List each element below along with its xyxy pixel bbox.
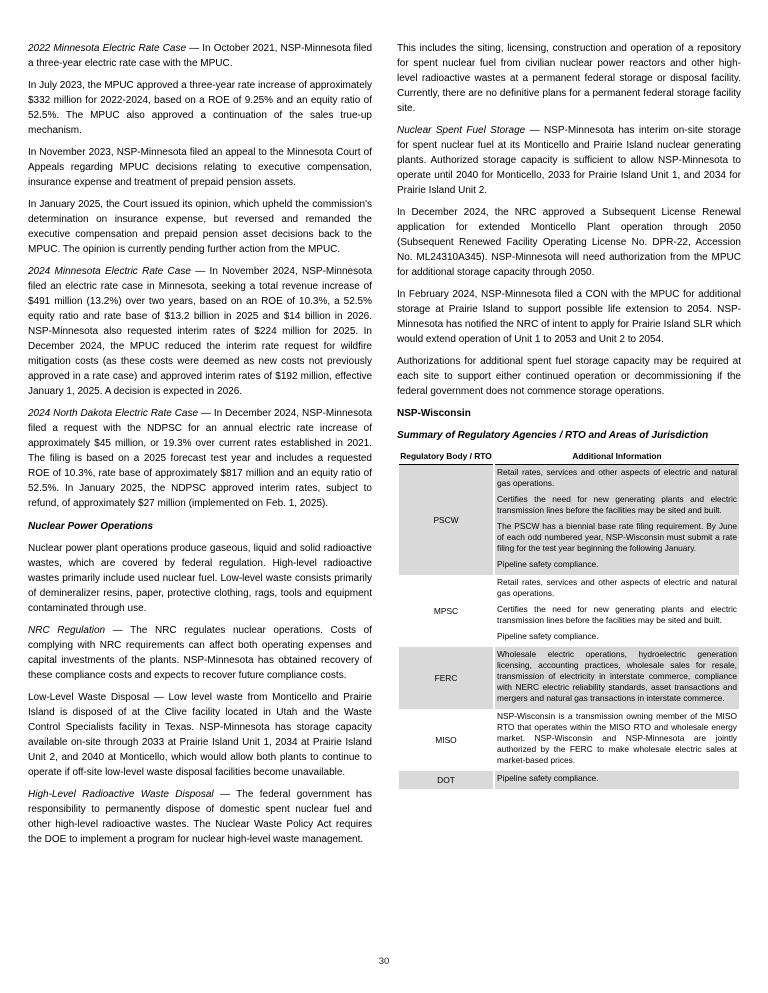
run-in-heading: 2022 Minnesota Electric Rate Case <box>28 43 187 54</box>
paragraph-text: — In December 2024, NSP-Minnesota filed a request with the NDPSC for an annual electric rate increase of approximately $45 million, or 19.3% over current rates established in 2021. The filing is based on a 2025 forecast test year and includes a requested ROE of 10.3%, rate base of approximately $817 million and an equity ratio of 52.5%. In January 2025, the NDPSC approved interim rates, subject to refund, of approximately $27 million (implemented on Feb. 1, 2025). <box>28 408 372 509</box>
paragraph-text: — The NRC regulates nuclear operations. Costs of complying with NRC requirements can affect both operating expenses and capital investments of the plants. NSP-Minnesota has obtained recovery of these compliance costs and expects to recover future compliance costs. <box>28 625 372 681</box>
agency-cell: MPSC <box>433 605 459 616</box>
paragraph: Authorizations for additional spent fuel storage capacity may be required at each site to support either continued operation or decommissioning if the federal government does not commence storage operations. <box>397 356 741 397</box>
nsp-wisconsin-heading: NSP-Wisconsin <box>397 408 471 419</box>
column-header-additional-information: Additional Information <box>495 451 739 465</box>
left-column <box>28 41 372 854</box>
column-header-regulatory-body: Regulatory Body / RTO <box>399 451 493 465</box>
agency-cell: MISO <box>435 734 457 745</box>
table-row-miso <box>399 709 739 771</box>
agency-cell: FERC <box>399 647 493 709</box>
page-number: 30 <box>378 956 390 967</box>
info-item: Certifies the need for new generating plants and electric transmission lines before the facilities may be sited and built. <box>497 604 737 625</box>
paragraph-text: — NSP-Minnesota has interim on-site storage for spent nuclear fuel at its Monticello and Prairie Island nuclear generating plants. Authorized storage capacity is sufficient to allow NSP-Minnesota to operate until 2040 for Monticello, 2033 for Prairie Island Unit 1, and 2034 for Prairie Island Unit 2. <box>397 125 741 196</box>
paragraph-2022-mn-rate-case <box>28 41 372 71</box>
info-cell <box>495 771 739 789</box>
info-item: Pipeline safety compliance. <box>497 559 599 569</box>
info-cell <box>495 709 739 771</box>
info-item: NSP-Wisconsin is a transmission owning member of the MISO RTO that operates within the MISO RTO and wholesale energy market. NSP-Wisconsin and NSP-Minnesota are jointly authorized by the FERC to make wholesale electric sales at market-based prices. <box>497 711 737 765</box>
info-cell <box>495 465 739 575</box>
table-row-ferc <box>399 647 739 709</box>
paragraph-nuclear-spent-fuel-storage <box>397 123 741 198</box>
info-item: Retail rates, services and other aspects of electric and natural gas operations. <box>497 467 737 488</box>
run-in-heading: High-Level Radioactive Waste Disposal <box>28 789 214 800</box>
info-item: Retail rates, services and other aspects of electric and natural gas operations. <box>497 577 737 598</box>
paragraph-low-level-waste <box>28 690 372 780</box>
table-row-pscw <box>399 465 739 575</box>
info-item: Pipeline safety compliance. <box>497 631 599 641</box>
paragraph: In January 2025, the Court issued its opinion, which upheld the commission's determination on insurance expense, but reversed and remanded the executive compensation and prepaid pension asset decisions back to the MPUC. The opinion is currently pending further action from the MPUC. <box>28 199 372 255</box>
info-item: Wholesale electric operations, hydroelectric generation licensing, accounting practices, wholesale sales for resale, transmission of electricity in interstate commerce, compliance with NERC electric reliability standards, asset transactions and mergers and natural gas transactions in interstate commerce. <box>497 649 737 703</box>
paragraph: In November 2023, NSP-Minnesota filed an appeal to the Minnesota Court of Appeals regarding MPUC decisions relating to executive compensation, insurance expense and treatment of prepaid pension assets. <box>28 147 372 188</box>
run-in-heading: Low-Level Waste Disposal <box>28 692 150 703</box>
agency-cell: PSCW <box>399 465 493 575</box>
paragraph: This includes the siting, licensing, construction and operation of a repository for spent nuclear fuel from civilian nuclear power reactors and other high-level radioactive wastes at a permanent federal storage or disposal facility. Currently, there are no definitive plans for a permanent federal storage facility site. <box>397 43 741 114</box>
paragraph-nrc-regulation <box>28 623 372 683</box>
paragraph: Nuclear power plant operations produce gaseous, liquid and solid radioactive wastes, which are covered by federal regulation. High-level radioactive wastes primarily include used nuclear fuel. Low-level waste consists primarily of demineralizer resins, paper, protective clothing, rags, tools and equipment contaminated through use. <box>28 543 372 614</box>
paragraph-text: — Low level waste from Monticello and Prairie Island is disposed of at the Clive facility located in Utah and the Waste Control Specialists facility in Texas. NSP-Minnesota has storage capacity available on-site through 2033 at Prairie Island Unit 1, 2034 at Prairie Island Unit 2, and 2040 at Monticello, which would allow both plants to continue to operate if off-site low-level waste disposal facilities become unavailable. <box>28 692 372 778</box>
paragraph-text: — The federal government has responsibility to permanently dispose of domestic spent nuclear fuel and other high-level radioactive wastes. The Nuclear Waste Policy Act requires the DOE to implement a program for nuclear high-level waste management. <box>28 789 372 845</box>
paragraph-text: — In October 2021, NSP-Minnesota filed a three-year electric rate case with the MPUC. <box>28 43 373 69</box>
paragraph-2024-nd-rate-case <box>28 406 372 511</box>
paragraph: In February 2024, NSP-Minnesota filed a CON with the MPUC for additional storage at Prairie Island to support possible life extension to 2054. NSP-Minnesota has notified the NRC of intent to apply for Prairie Island SLR which would extend operation of Unit 1 to 2053 and Unit 2 to 2054. <box>397 289 741 345</box>
info-item: Pipeline safety compliance. <box>497 773 599 783</box>
table-row-dot <box>399 771 739 789</box>
paragraph-high-level-waste <box>28 787 372 847</box>
info-cell <box>495 575 739 647</box>
info-item: Certifies the need for new generating plants and electric transmission lines before the facilities may be sited and built. <box>497 494 737 515</box>
info-item: The PSCW has a biennial base rate filing requirement. By June of each odd numbered year, NSP-Wisconsin must submit a rate filing for the test year beginning the following January. <box>497 521 737 553</box>
summary-of-regulatory-agencies-heading: Summary of Regulatory Agencies / RTO and Areas of Jurisdiction <box>397 430 709 441</box>
run-in-heading: 2024 Minnesota Electric Rate Case <box>28 266 191 277</box>
agency-cell: DOT <box>399 771 493 789</box>
run-in-heading: NRC Regulation <box>28 625 106 636</box>
paragraph-2024-mn-rate-case <box>28 264 372 399</box>
paragraph: In July 2023, the MPUC approved a three-year rate increase of approximately $332 million for 2022-2024, based on a ROE of 9.25% and an equity ratio of 52.5%. The MPUC also approved a continuation of the sales true-up mechanism. <box>28 80 372 136</box>
run-in-heading: Nuclear Spent Fuel Storage <box>397 125 526 136</box>
table-header-row <box>399 451 739 465</box>
paragraph: In December 2024, the NRC approved a Subsequent License Renewal application for extended Monticello Plant operation through 2050 (Subsequent Renewed Facility Operating License No. DPR-22, Accession No. ML24310A345). NSP-Minnesota will need authorization from the MPUC for additional storage capacity through 2050. <box>397 207 741 278</box>
run-in-heading: 2024 North Dakota Electric Rate Case <box>28 408 199 419</box>
paragraph-text: — In November 2024, NSP-Minnesota filed an electric rate case in Minnesota, seeking a total revenue increase of $491 million (13.2%) over two years, based on an ROE of 10.3%, a 52.5% equity ratio and rate base of $13.2 billion in 2025 and $14 billion in 2026. NSP-Minnesota also requested interim rates of $224 million for 2025. In December 2024, the MPUC reduced the interim rate request for wildfire mitigation costs (as these costs were deemed as new costs not previously approved in a rate case) and approved interim rates of $192 million, effective January 1, 2025. A decision is expected in 2026. <box>28 266 373 397</box>
nuclear-power-operations-heading: Nuclear Power Operations <box>28 521 154 532</box>
regulatory-agencies-table <box>397 451 741 789</box>
two-column-layout <box>28 41 741 854</box>
table-row-mpsc <box>399 575 739 647</box>
right-column <box>397 41 741 854</box>
info-cell <box>495 647 739 709</box>
